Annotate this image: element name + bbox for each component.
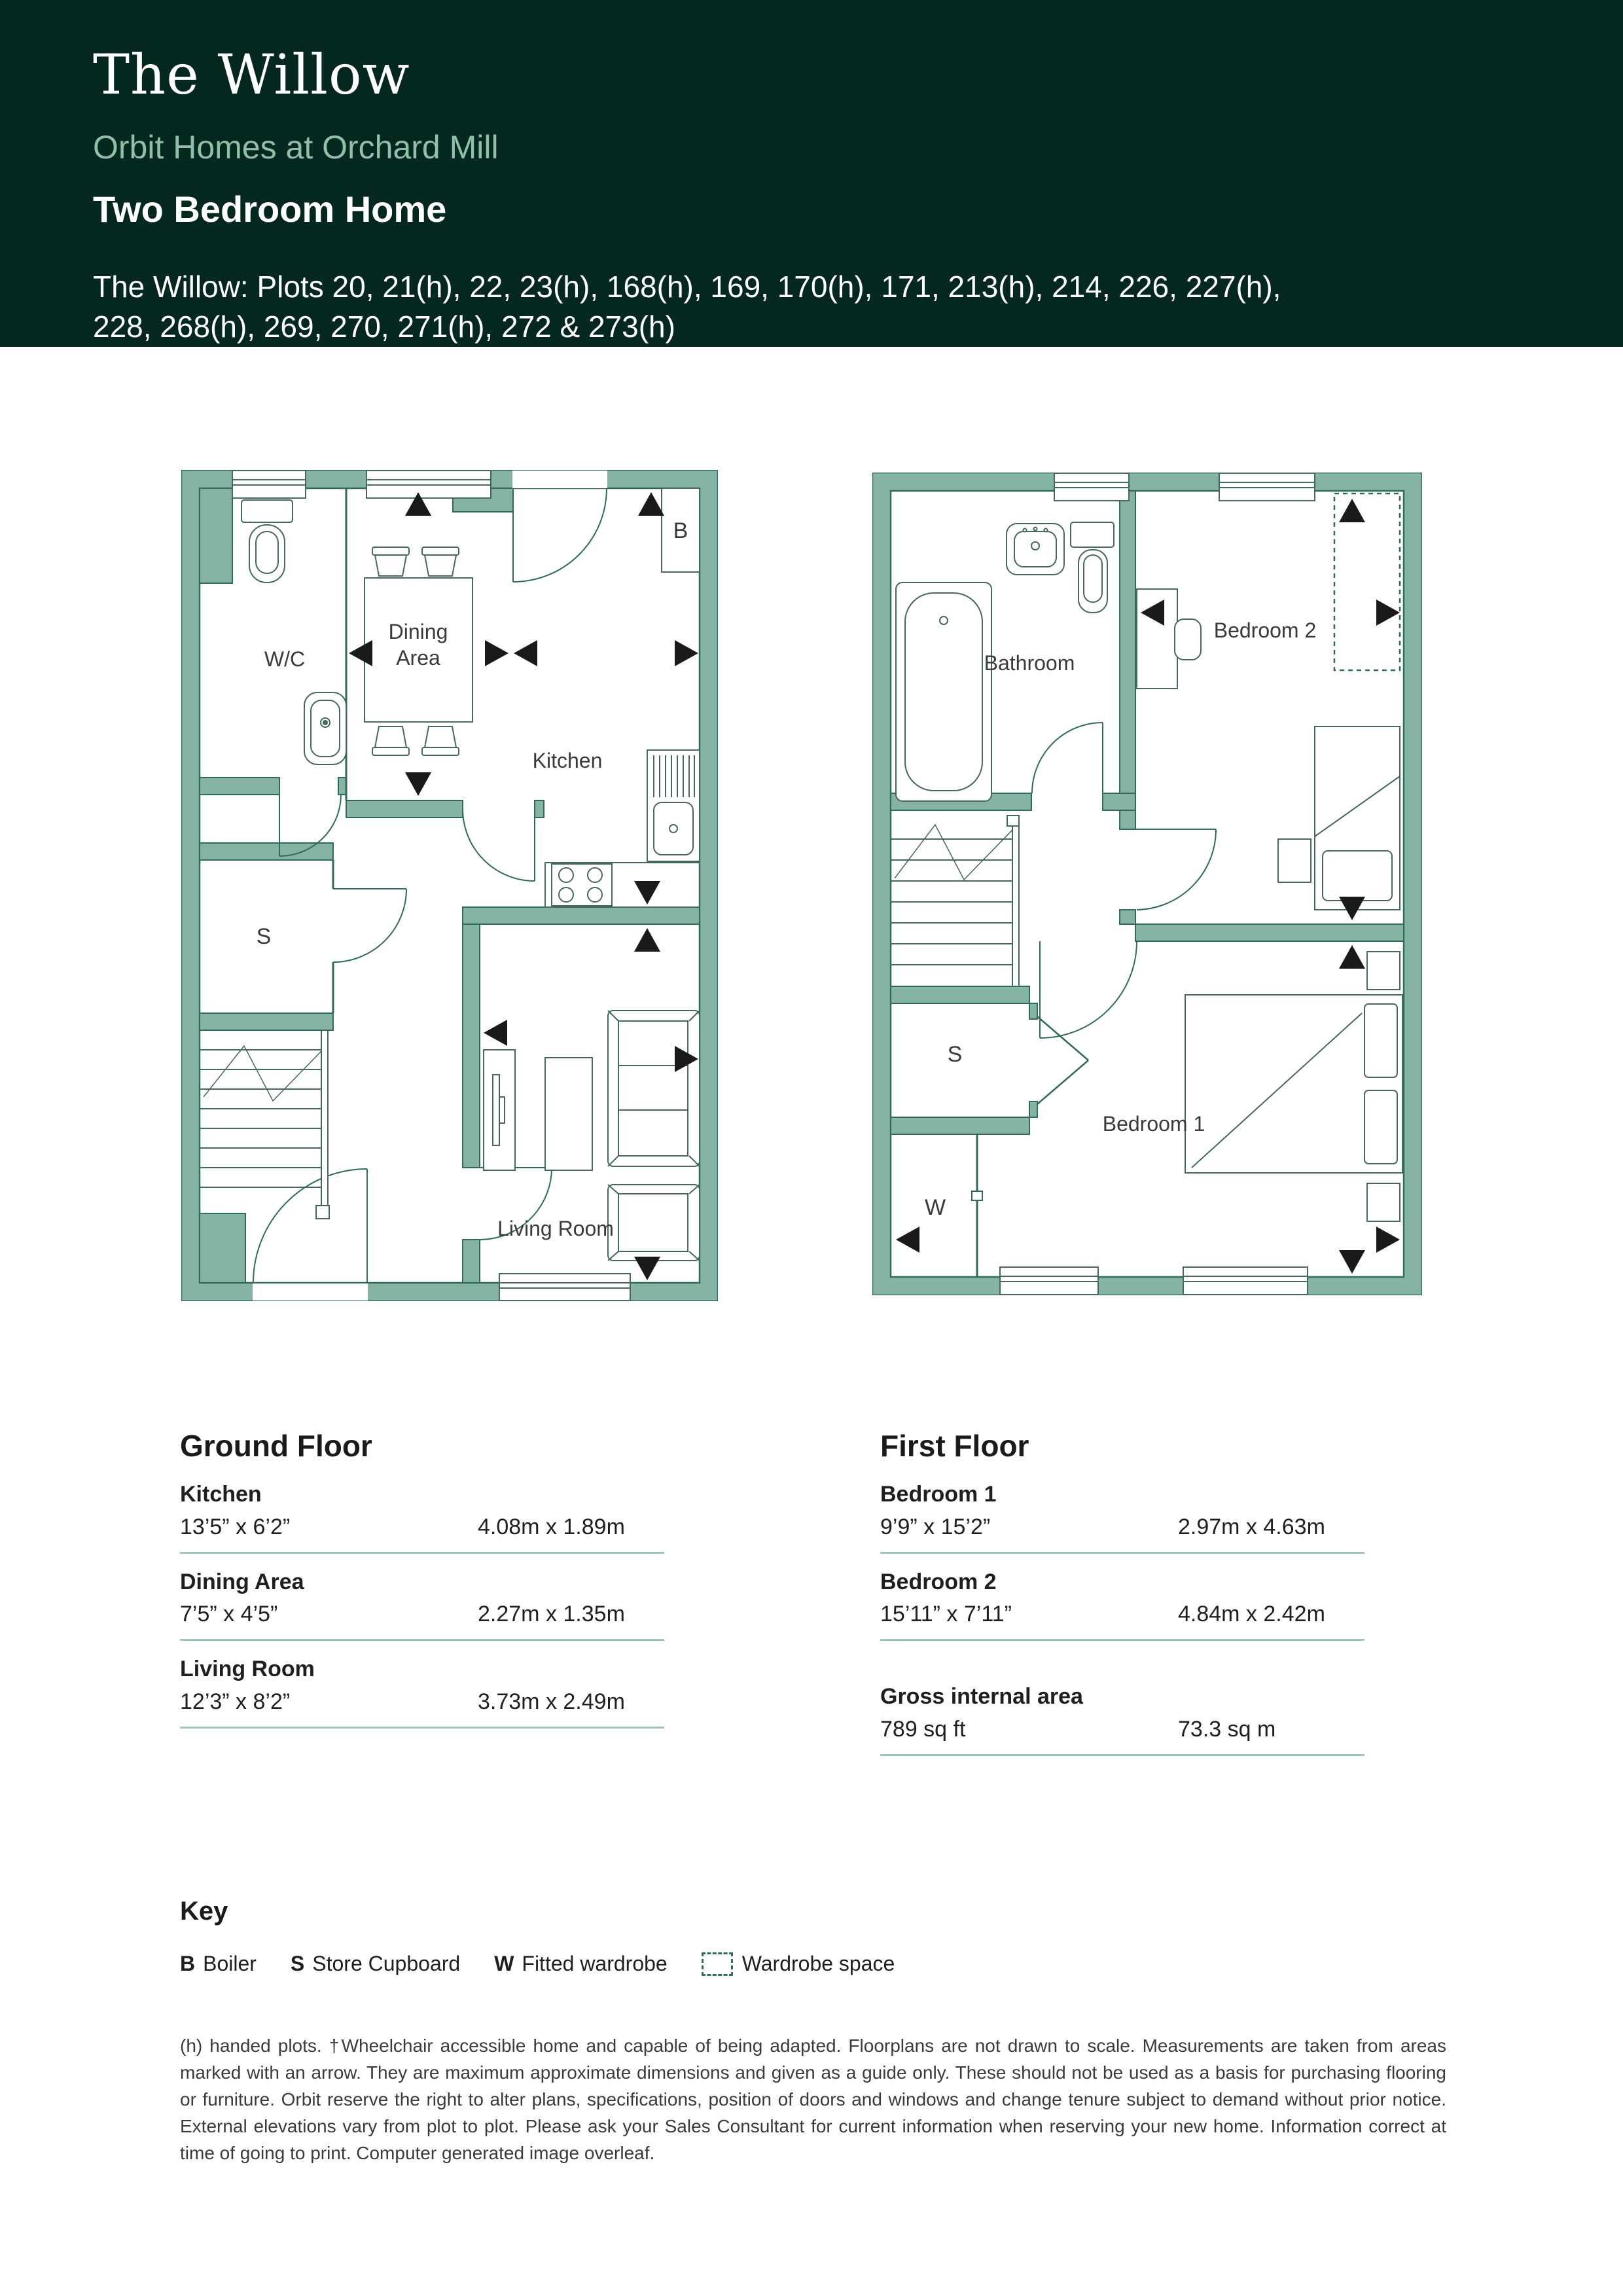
key-title: Key bbox=[180, 1897, 228, 1926]
gross-internal-area-row bbox=[880, 1683, 1364, 1756]
bedside-table-icon bbox=[1367, 952, 1400, 990]
metric-dimension: 2.97m x 4.63m bbox=[1178, 1514, 1325, 1539]
wardrobe-space-icon bbox=[702, 1952, 733, 1976]
wardrobe-key-label: Fitted wardrobe bbox=[522, 1952, 668, 1975]
key-item-wardrobe-space bbox=[702, 1952, 895, 1976]
room-dimensions bbox=[180, 1687, 664, 1729]
imperial-dimension: 15’11” x 7’11” bbox=[880, 1602, 1012, 1627]
double-bed-icon bbox=[1185, 995, 1402, 1173]
table-row bbox=[180, 1655, 664, 1729]
room-name: Bedroom 1 bbox=[880, 1482, 997, 1507]
stairs-icon bbox=[891, 816, 1019, 986]
ground-floor-table bbox=[180, 1431, 664, 1743]
imperial-area: 789 sq ft bbox=[880, 1716, 966, 1742]
arrow-left-icon bbox=[514, 640, 537, 666]
page-title: The Willow bbox=[93, 43, 410, 107]
imperial-dimension: 13’5” x 6’2” bbox=[180, 1514, 291, 1539]
store-symbol: S bbox=[290, 1952, 305, 1975]
ground-fixtures bbox=[200, 488, 700, 1261]
development-subtitle: Orbit Homes at Orchard Mill bbox=[93, 129, 499, 166]
chair-icon bbox=[422, 747, 459, 755]
arrow-up-icon bbox=[634, 928, 660, 952]
bedside-table-icon bbox=[1278, 839, 1311, 882]
chair-icon bbox=[1175, 619, 1201, 660]
toilet-icon bbox=[241, 500, 293, 522]
dining-label-line1: Dining bbox=[388, 620, 448, 643]
wardrobe-space-key-label: Wardrobe space bbox=[741, 1952, 895, 1975]
wardrobe-symbol: W bbox=[494, 1952, 514, 1975]
chair-icon bbox=[422, 547, 459, 555]
header-band bbox=[0, 0, 1623, 347]
single-bed-icon bbox=[1315, 726, 1400, 910]
kitchen-sink-icon bbox=[647, 750, 700, 861]
key-items bbox=[180, 1952, 895, 1976]
arrow-up-icon bbox=[1339, 945, 1365, 969]
arrow-right-icon bbox=[1376, 1227, 1400, 1253]
key-item-boiler bbox=[180, 1952, 257, 1976]
imperial-dimension: 9’9” x 15’2” bbox=[880, 1514, 991, 1539]
chair-icon bbox=[372, 547, 409, 555]
table-row bbox=[880, 1568, 1364, 1641]
arrow-up-icon bbox=[1339, 499, 1365, 522]
bedside-table-icon bbox=[1367, 1183, 1400, 1221]
wc-label: W/C bbox=[264, 647, 306, 671]
stairs-icon bbox=[200, 1030, 329, 1219]
room-name: Bedroom 2 bbox=[880, 1569, 997, 1594]
store-label: S bbox=[947, 1042, 963, 1067]
plot-list: The Willow: Plots 20, 21(h), 22, 23(h), 168(h), 169, 170(h), 171, 213(h), 214, 226, 227(h), 228, 268(h), 269, 270, 271(h), 272 & 273(h) bbox=[93, 270, 1281, 344]
key-item-store bbox=[291, 1952, 460, 1976]
imperial-dimension: 12’3” x 8’2” bbox=[180, 1689, 291, 1714]
arrow-up-icon bbox=[638, 492, 664, 516]
bathroom-label: Bathroom bbox=[984, 651, 1075, 675]
arrow-down-icon bbox=[634, 1257, 660, 1280]
table-row bbox=[180, 1480, 664, 1554]
bath-icon bbox=[896, 583, 991, 801]
arrow-right-icon bbox=[485, 640, 508, 666]
front-door-opening bbox=[253, 1283, 368, 1300]
arrow-down-icon bbox=[405, 772, 431, 796]
first-floor-title: First Floor bbox=[880, 1429, 1029, 1463]
boiler-key-label: Boiler bbox=[203, 1952, 257, 1975]
metric-dimension: 2.27m x 1.35m bbox=[478, 1602, 625, 1627]
arrow-left-icon bbox=[896, 1227, 919, 1253]
table-row bbox=[880, 1480, 1364, 1554]
chair-icon bbox=[372, 747, 409, 755]
key-legend bbox=[180, 1898, 895, 1976]
ground-floor-plan bbox=[181, 470, 718, 1301]
arrow-right-icon bbox=[1376, 600, 1400, 626]
arrow-right-icon bbox=[675, 640, 698, 666]
first-floor-plan bbox=[872, 473, 1422, 1295]
room-dimensions bbox=[880, 1600, 1364, 1641]
metric-dimension: 3.73m x 2.49m bbox=[478, 1689, 625, 1714]
table-row bbox=[180, 1568, 664, 1641]
boiler-symbol: B bbox=[180, 1952, 196, 1975]
tv-unit-icon bbox=[484, 1050, 515, 1170]
store-key-label: Store Cupboard bbox=[312, 1952, 461, 1975]
armchair-icon bbox=[608, 1185, 700, 1261]
room-name: Dining Area bbox=[180, 1569, 304, 1594]
room-dimensions bbox=[180, 1600, 664, 1641]
imperial-dimension: 7’5” x 4’5” bbox=[180, 1602, 278, 1627]
room-dimensions bbox=[880, 1513, 1364, 1554]
metric-area: 73.3 sq m bbox=[1178, 1716, 1276, 1742]
gross-area-values bbox=[880, 1715, 1364, 1756]
home-type-heading: Two Bedroom Home bbox=[93, 188, 447, 230]
kitchen-label: Kitchen bbox=[532, 749, 603, 772]
boiler-label: B bbox=[673, 518, 688, 543]
living-room-label: Living Room bbox=[497, 1217, 614, 1240]
bedroom1-label: Bedroom 1 bbox=[1102, 1112, 1205, 1136]
room-name: Living Room bbox=[180, 1657, 315, 1682]
first-floor-table bbox=[880, 1431, 1364, 1770]
basin-icon bbox=[1007, 524, 1064, 575]
ground-floor-title: Ground Floor bbox=[180, 1429, 372, 1463]
toilet-icon bbox=[1071, 522, 1114, 613]
key-item-wardrobe bbox=[494, 1952, 668, 1976]
room-dimensions bbox=[180, 1513, 664, 1554]
metric-dimension: 4.08m x 1.89m bbox=[478, 1514, 625, 1539]
arrow-down-icon bbox=[1339, 1250, 1365, 1274]
room-name: Kitchen bbox=[180, 1482, 262, 1507]
arrow-left-icon bbox=[484, 1020, 507, 1046]
store-label: S bbox=[256, 924, 272, 949]
disclaimer-text: (h) handed plots. †Wheelchair accessible home and capable of being adapted. Floorplans are not drawn to scale. Measurements are taken from areas marked with an arrow. They are maximum approximate dimensions and given as a guide only. These should not be used as a basis for purchasing flooring or furniture. Orbit reserve the right to alter plans, specifications, position of doors and windows and change tenure subject to demand without prior notice. External elevations vary from plot to plot. Please ask your Sales Consultant for current information when reserving your new home. Information correct at time of going to print. Computer generated image overleaf. bbox=[180, 2036, 1446, 2163]
wardrobe-label: W bbox=[924, 1195, 946, 1220]
sofa-icon bbox=[608, 1011, 700, 1166]
arrow-down-icon bbox=[634, 881, 660, 905]
hob-icon bbox=[552, 864, 612, 906]
metric-dimension: 4.84m x 2.42m bbox=[1178, 1602, 1325, 1627]
gross-area-label: Gross internal area bbox=[880, 1684, 1083, 1710]
coffee-table-icon bbox=[545, 1058, 592, 1170]
kitchen-door-opening bbox=[512, 471, 607, 488]
bedroom2-label: Bedroom 2 bbox=[1213, 619, 1317, 642]
dining-label-line2: Area bbox=[396, 646, 440, 670]
arrow-left-icon bbox=[349, 640, 372, 666]
